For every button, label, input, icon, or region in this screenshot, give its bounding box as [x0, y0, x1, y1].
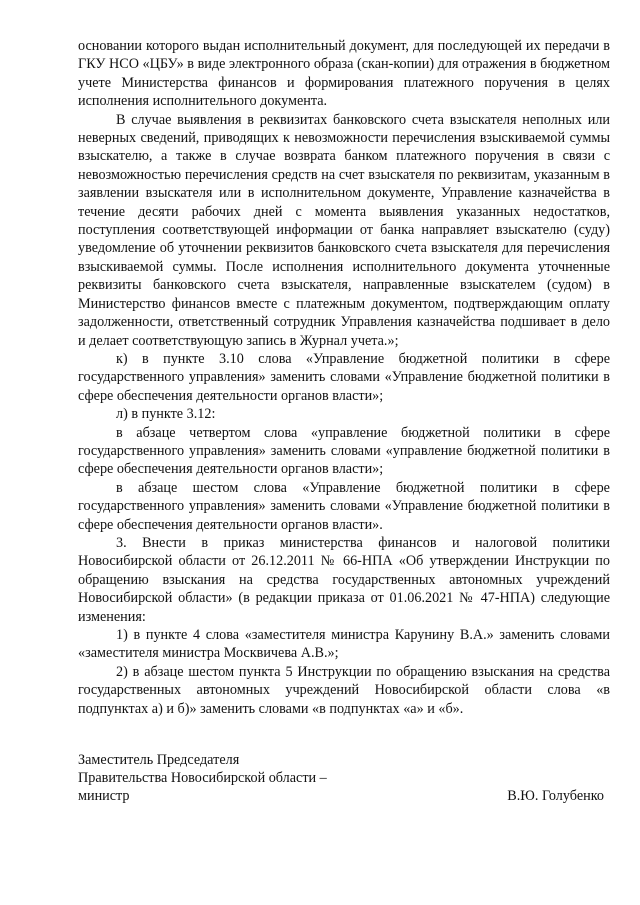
document-body — [78, 37, 610, 718]
paragraph-continuation: основании которого выдан исполнительный документ, для последующей их передачи в ГКУ НСО «ЦБУ» в виде электронного образа (скан-копии) для отражения в бюджетном учете Министерства финансов и формирования платежного поручения в целях исполнения исполнительного документа. — [78, 38, 610, 110]
signatory-row — [78, 787, 604, 805]
signatory-name: В.Ю. Голубенко — [507, 788, 604, 805]
paragraph-item-1: 1) в пункте 4 слова «заместителя министра Карунину В.А.» заменить словами «заместителя министра Москвичева А.В.»; — [78, 627, 610, 662]
paragraph-item-l-fourth: в абзаце четвертом слова «управление бюджетной политики в сфере государственного управления» заменить словами «управление бюджетной политики в сфере обеспечения деятельности органов власти»; — [78, 424, 610, 478]
paragraph-item-l-sixth: в абзаце шестом слова «Управление бюджетной политики в сфере государственного управления» заменить словами «Управление бюджетной политики в сфере обеспечения деятельности органов власти». — [78, 479, 610, 533]
signatory-title-line-3: министр — [78, 788, 130, 805]
paragraph-item-2: 2) в абзаце шестом пункта 5 Инструкции по обращению взыскания на средства государственных автономных учреждений Новосибирской области слова «в подпунктах а) и б)» заменить словами «в подпунктах «а» и «б». — [78, 663, 610, 717]
paragraph-item-k: к) в пункте 3.10 слова «Управление бюджетной политики в сфере государственного управления» заменить словами «Управление бюджетной политики в сфере обеспечения деятельности органов власти»; — [78, 350, 610, 404]
paragraph-requisites-error: В случае выявления в реквизитах банковского счета взыскателя неполных или неверных сведений, приводящих к невозможности перечисления взыскиваемой суммы взыскателю, а также в случае возврата банком платежного поручения в связи с невозможностью перечисления средств на счет взыскателя по реквизитам, указанным в заявлении взыскателя или в исполнительном документе, Управление казначейства в течение десяти рабочих дней с момента выявления указанных недостатков, поступления соответствующей информации от банка направляет взыскателю (суду) уведомление об уточнении реквизитов банковского счета взыскателя для перечисления взыскиваемой суммы. После исполнения исполнительного документа уточненные реквизиты банковского счета взыскателя, направленные взыскателем (судом) в Министерство финансов вместе с платежным документом, подтверждающим оплату задолженности, ответственный сотрудник Управления казначейства подшивает в дело и делает соответствующую запись в Журнал учета.»; — [78, 111, 610, 349]
signature-block — [78, 751, 610, 806]
signatory-title-line-2: Правительства Новосибирской области – — [78, 770, 327, 787]
signatory-title-line-1: Заместитель Председателя — [78, 752, 240, 768]
paragraph-item-l: л) в пункте 3.12: — [116, 406, 216, 423]
paragraph-section-3: 3. Внести в приказ министерства финансов и налоговой политики Новосибирской области от 26.12.2011 № 66-НПА «Об утверждении Инструкции по обращению взыскания на средства государственных автономных учреждений Новосибирской области» (в редакции приказа от 01.06.2021 № 47-НПА) следующие изменения: — [78, 534, 610, 625]
